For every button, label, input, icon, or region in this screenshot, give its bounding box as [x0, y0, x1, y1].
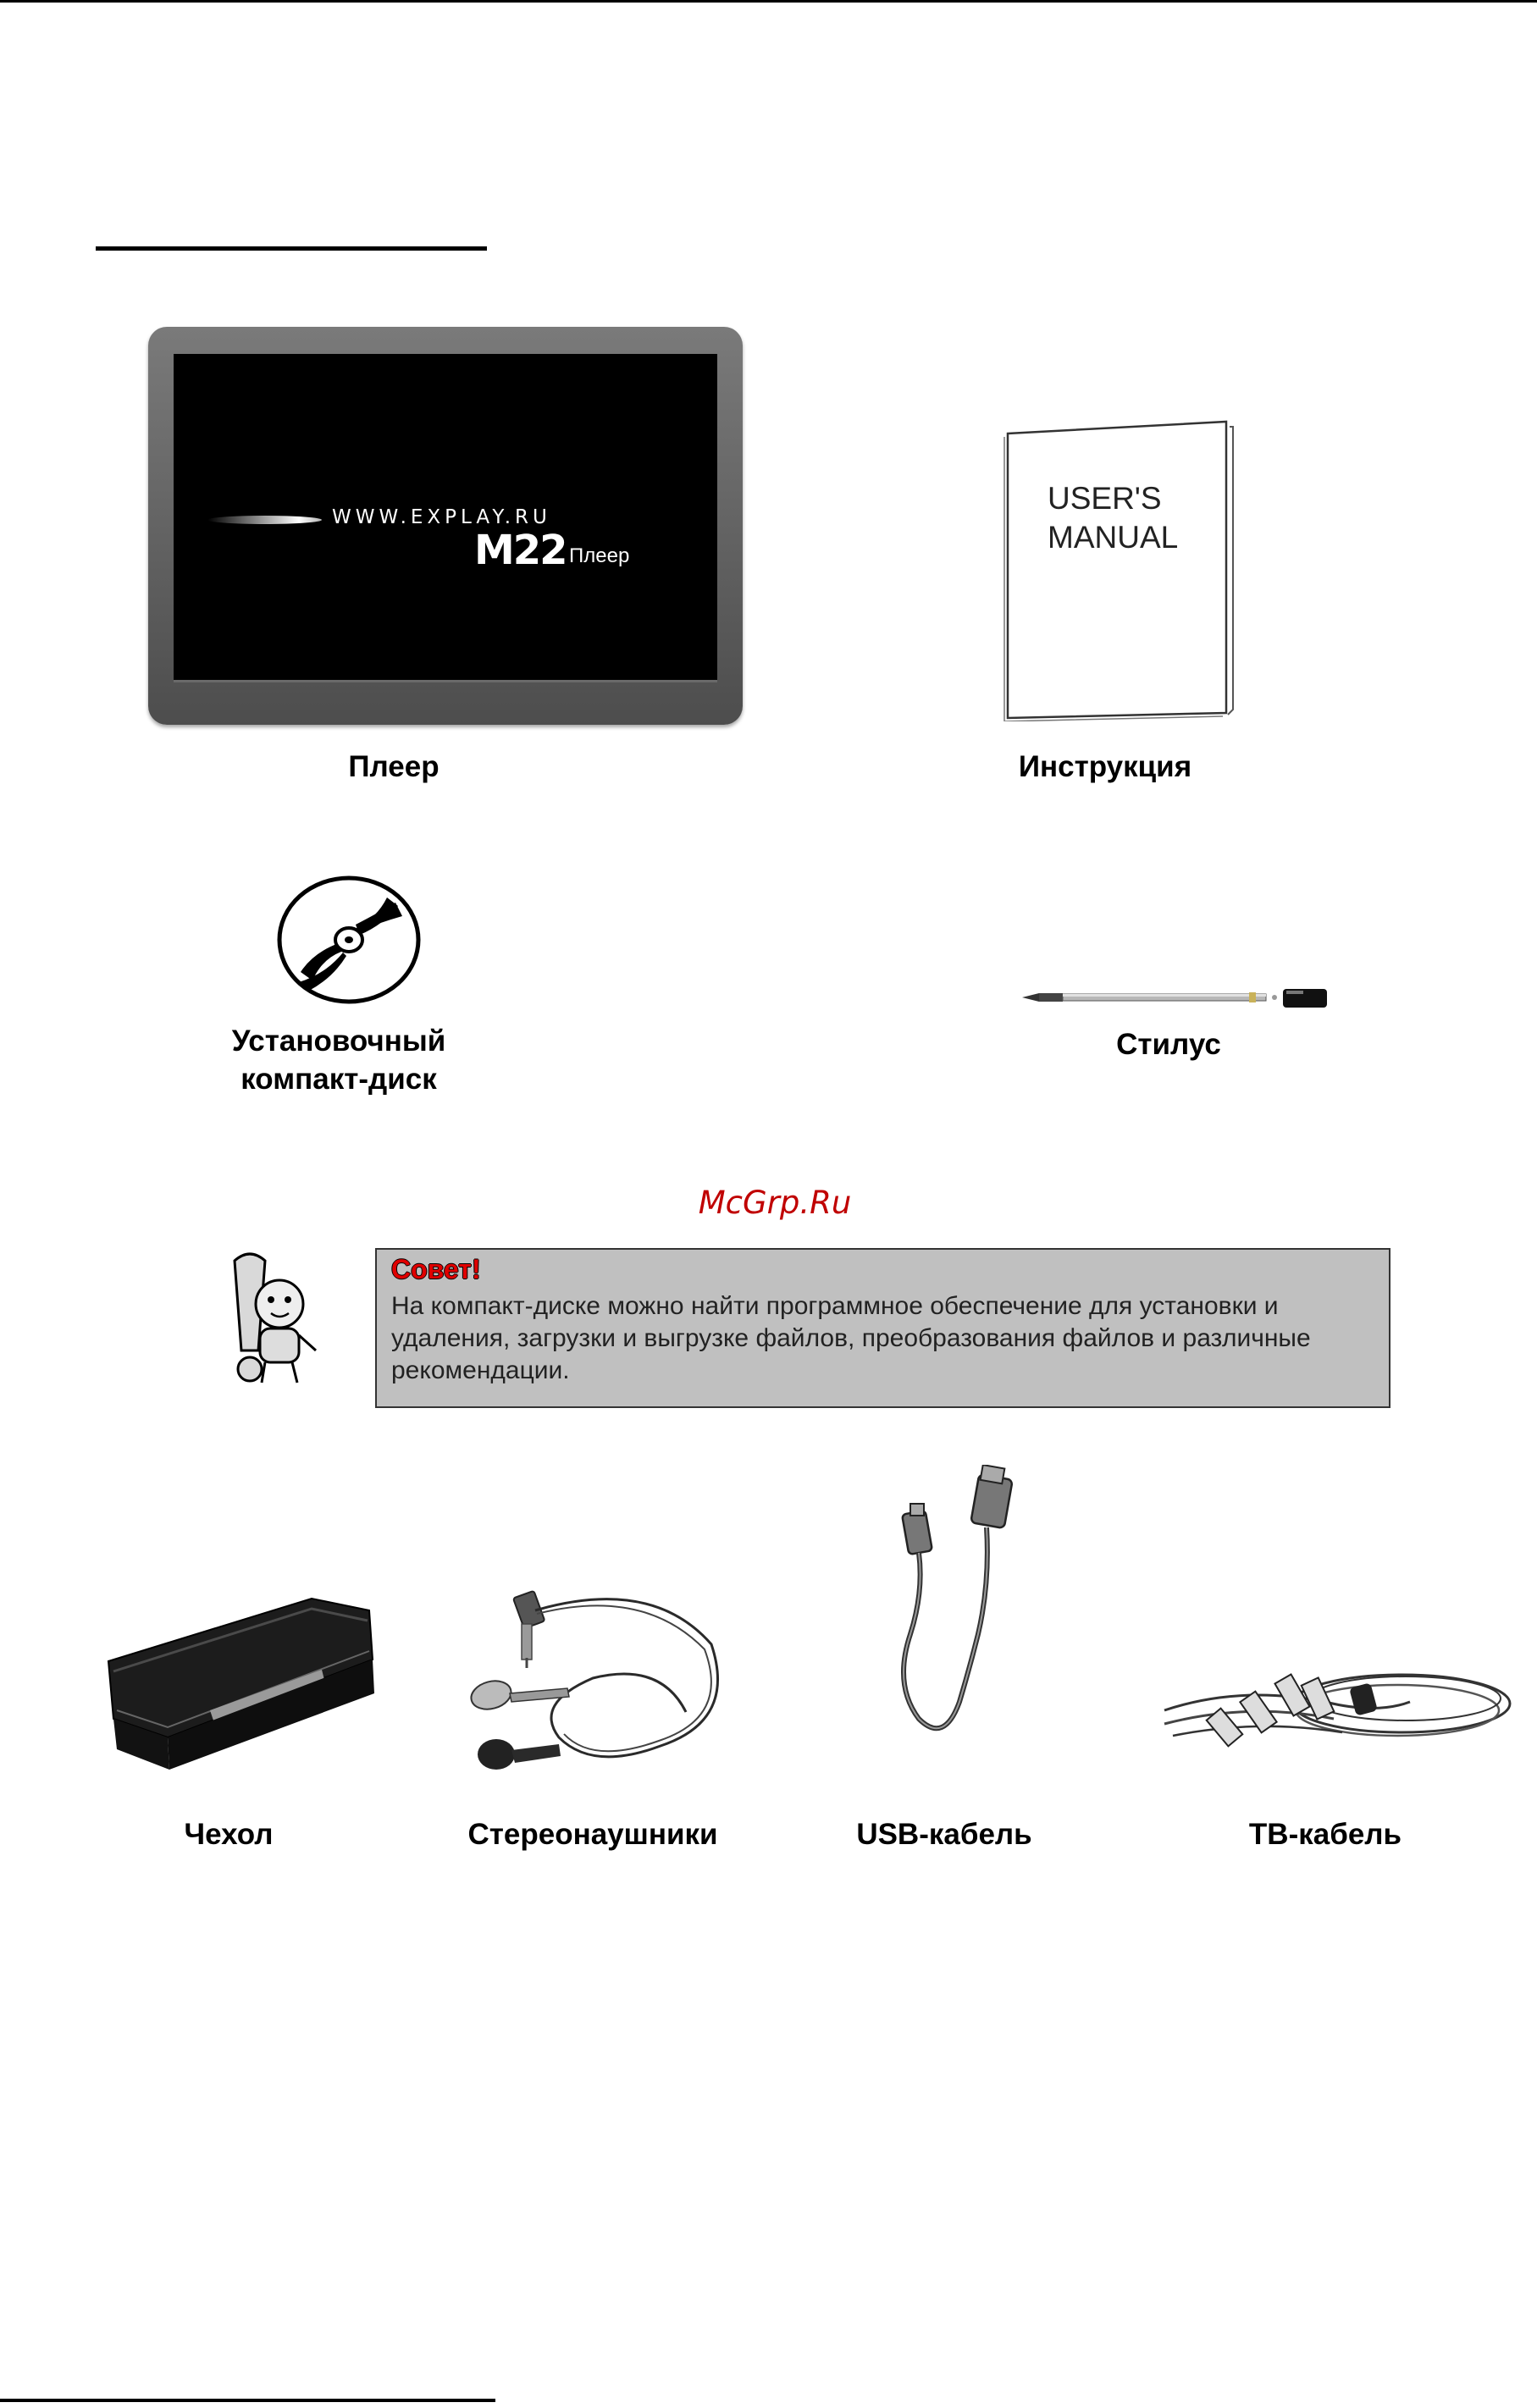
- section-heading-underline: [96, 246, 487, 251]
- cd-disc-icon: [275, 872, 423, 1008]
- player-screen-subtitle: Плеер: [569, 544, 630, 567]
- usb-cable-image: [885, 1465, 1046, 1753]
- earphones-label: Стереонаушники: [467, 1818, 718, 1851]
- cd-label-line-1: Установочный: [231, 1025, 446, 1058]
- case-label: Чехол: [184, 1818, 274, 1851]
- footnote-rule: [0, 2399, 495, 2402]
- manual-cover-line-2: MANUAL: [1048, 520, 1179, 555]
- light-streak: [207, 516, 322, 524]
- tip-mascot-icon: [224, 1240, 330, 1389]
- stylus-icon: [1020, 982, 1330, 1014]
- tip-text: На компакт-диске можно найти программное обеспечение для установки и удаления, загрузки и выгрузке файлов, преобразования файлов и различные рекомендации.: [391, 1292, 1311, 1384]
- watermark: McGrp.Ru: [698, 1185, 852, 1221]
- top-rule: [0, 0, 1537, 3]
- player-label: Плеер: [348, 750, 440, 783]
- manual-cover-text: [1048, 479, 1178, 557]
- player-screen-url: WWW.EXPLAY.RU: [332, 506, 551, 528]
- tv-cable-image: [1156, 1651, 1516, 1770]
- tip-title: Совет!: [391, 1254, 481, 1284]
- case-image: [100, 1592, 379, 1778]
- manual-label: Инструкция: [1018, 750, 1192, 783]
- manual-cover-line-1: USER'S: [1048, 481, 1162, 516]
- usb-cable-label: USB-кабель: [856, 1818, 1032, 1851]
- earphones-image: [466, 1577, 737, 1797]
- manual-book-shape: [999, 415, 1236, 721]
- tv-cable-label: ТВ-кабель: [1248, 1818, 1402, 1851]
- stylus-label: Стилус: [1116, 1028, 1221, 1061]
- cd-label-line-2: компакт-диск: [241, 1063, 437, 1096]
- player-screen-model: M22: [474, 527, 567, 574]
